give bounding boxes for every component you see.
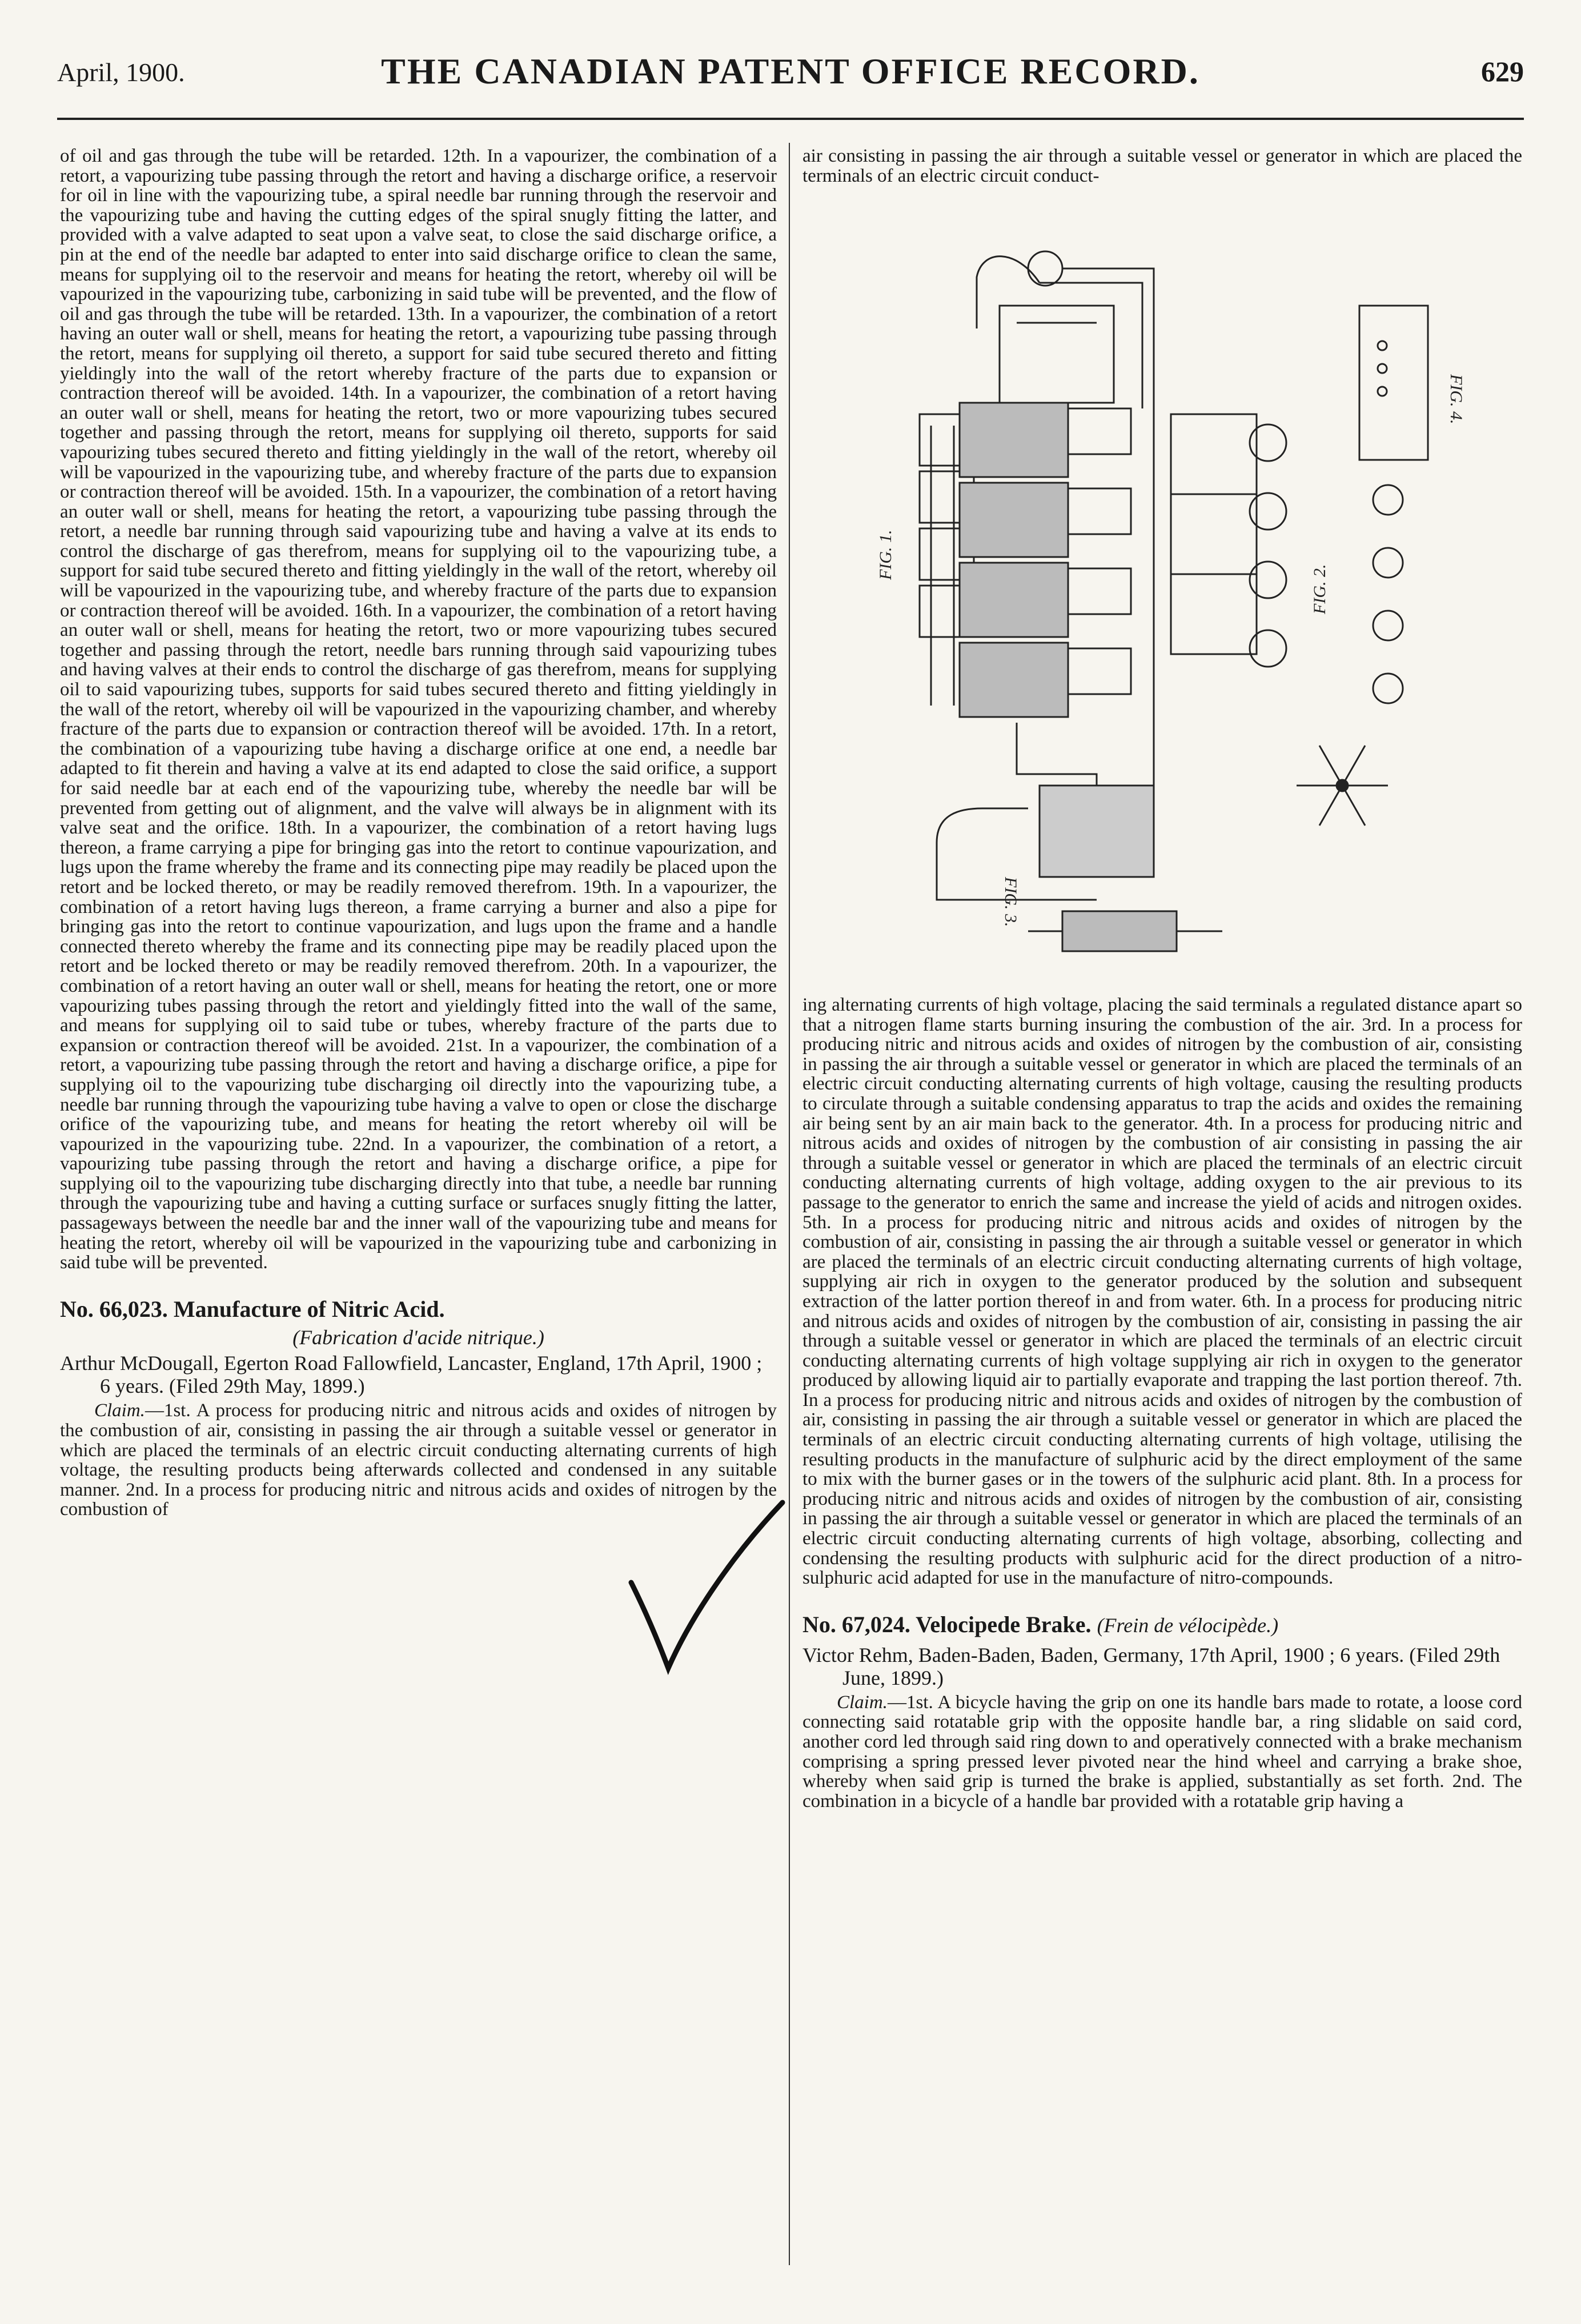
page-header: [57, 50, 1524, 96]
terminal-star: [1297, 746, 1388, 826]
condenser-stack: [920, 403, 1131, 717]
generator-housing: [1171, 414, 1257, 654]
patent-french-title: (Fabrication d'acide nitrique.): [292, 1325, 544, 1349]
fig2-label: FIG. 2.: [1310, 564, 1329, 614]
air-pipe: [977, 257, 1040, 328]
page-number: 629: [1481, 55, 1524, 87]
column-divider: [789, 143, 790, 2265]
electrical-box: [1359, 306, 1428, 460]
pump-icon: [1028, 251, 1062, 286]
fig3-label: FIG. 3.: [1001, 877, 1020, 927]
patent-applicant: Victor Rehm, Baden-Baden, Baden, Germany, 17th April, 1900 ; 6 years. (Filed 29th June, 1899.): [802, 1643, 1500, 1689]
patent-french-title: (Frein de vélocipède.): [1097, 1613, 1279, 1637]
claims-3-to-8: ing alternating currents of high voltage, placing the said terminals a regulated distance apart so that a nitrogen flame starts burning insuring the combustion of the air. 3rd. In a process for producing nitric and nitrous acids and oxides of nitrogen by the combustion of air, consisting in passing the air through a suitable vessel or generator in which are placed the terminals of an electric circuit conducting alternating currents of high voltage, causing the resulting products to circulate through a suitable condensing apparatus to trap the acids and oxides the remaining air being sent by an air main back to the generator. 4th. In a process for producing nitric and nitrous acids and oxides of nitrogen by the combustion of air consisting in passing the air through a suitable vessel or generator in which are placed the terminals of an electric circuit conducting alternating currents of high voltage, adding oxygen to the air previous to its passage to the generator to enrich the same and increase the yield of acids and nitrogen oxides. 5th. In a process for producing nitric and nitrous acids and oxides of nitrogen by the combustion of air, consisting in passing the air through a suitable vessel or generator in which are placed the terminals of an electric circuit conducting alternating currents of high voltage, supplying air rich in oxygen to the generator produced by the solution and subsequent extraction of the latter portion thereof in and from water. 6th. In a process for producing nitric and nitrous acids and oxides of nitrogen by the combustion of air, consisting in passing the air through a suitable vessel or generator in which are placed the terminals of an electric circuit conducting alternating currents of high voltage supplying air rich in oxygen to the generator produced by allowing liquid air to partially evaporate and trapping the last portion thereof. 7th. In a process for producing nitric and nitrous acids and oxides of nitrogen by the combustion of air, consisting in passing the air through a suitable vessel or generator in which are placed the terminals of an electric circuit conducting alternating currents of high voltage, utilising the resulting products in the manufacture of sulphuric acid by the direct employment of the same to mix with the burner gases or in the towers of the sulphuric acid plant. 8th. In a process for producing nitric and nitrous acids and oxides of nitrogen by the combustion of air, consisting in passing the air through a suitable vessel or generator in which are placed the terminals of an electric circuit conducting alternating currents of high voltage, absorbing, collecting and condensing the resulting products with sulphuric acid for the direct production of a nitro-sulphuric acid adapted for use in the manufacture of nitro-compounds.: [802, 995, 1522, 1589]
patent-67024: [802, 1611, 1522, 1812]
continued-claim-text: air consisting in passing the air through a suitable vessel or generator in which are placed the terminals of an electric circuit conduct-: [802, 146, 1522, 186]
left-column: [60, 146, 777, 1520]
collector-box: [1000, 306, 1114, 403]
publication-title: THE CANADIAN PATENT OFFICE RECORD.: [381, 51, 1200, 91]
claim-label: Claim.: [94, 1400, 145, 1421]
insulator-stack: [1373, 485, 1403, 703]
patent-heading: [60, 1296, 777, 1323]
patent-drawing: [868, 214, 1485, 980]
issue-date: April, 1900.: [57, 58, 185, 87]
claim-text: —1st. A process for producing nitric and nitrous acids and oxides of nitrogen by the combustion of air, consisting in passing the air through a suitable vessel or generator in which are placed the terminals of an electric circuit conducting alternating currents of high voltage, the resulting products being afterwards collected and condensed in any suitable manner. 2nd. In a process for producing nitric and nitrous acids and oxides of nitrogen by the combustion of: [60, 1400, 777, 1520]
patent-number: No. 66,023.: [60, 1296, 168, 1322]
patent-title: Velocipede Brake.: [916, 1611, 1092, 1637]
patent-number: No. 67,024.: [802, 1611, 910, 1637]
continued-claims-text: of oil and gas through the tube will be retarded. 12th. In a vapourizer, the combination of a retort, a vapourizing tube passing through the retort and having a discharge orifice, a reservoir for oil in line with the vapourizing tube, a spiral needle bar running through the reservoir and the vapourizing tube and having the cutting edges of the spiral snugly fitting the latter, and provided with a valve adapted to seat upon a valve seat, to close the said discharge orifice, a pin at the end of the needle bar adapted to enter into said discharge orifice to clean the same, means for supplying oil to the reservoir and means for heating the retort, whereby oil will be vapourized in the vapourizing tube, carbonizing in said tube will be prevented, and the flow of oil and gas through the tube will be retarded. 13th. In a vapourizer, the combination of a retort having an outer wall or shell, means for heating the retort, a vapourizing tube passing through the retort, means for supplying oil thereto, a support for said tube secured thereto and fitting yieldingly into the wall of the retort whereby fracture of the parts due to expansion or contraction thereof will be avoided. 14th. In a vapourizer, the combination of a retort having an outer wall or shell, means for heating the retort, two or more vapourizing tubes secured together and passing through the retort, means for supplying oil thereto, supports for said vapourizing tubes secured thereto and fitting yieldingly in the wall of the retort, whereby oil will be vapourized in the vapourizing tube, and whereby fracture of the parts due to expansion or contraction thereof will be avoided. 15th. In a vapourizer, the combination of a retort having an outer wall or shell, means for heating the retort, a vapourizing tube passing through the retort, a needle bar running through said vapourizing tube and having a valve at its ends to control the discharge of gas therefrom, means for supplying oil to the vapourizing tube, a support for said tube secured thereto and fitting yieldingly in the wall of the retort, whereby oil will be vapourized in the vapourizing tube, and whereby fracture of the parts due to expansion or contraction thereof will be avoided. 16th. In a vapourizer, the combination of a retort having an outer wall or shell, means for heating the retort, two or more vapourizing tubes secured together and passing through the retort, needle bars running through said vapourizing tubes and having valves at their ends to control the discharge of gas therefrom, means for supplying oil to said vapourizing tubes, supports for said tubes secured thereto and fitting yieldingly in the wall of the retort, whereby oil will be vapourized in the vapourizing chamber, and whereby fracture of the parts due to expansion or contraction thereof will be avoided. 17th. In a retort, the combination of a vapourizing tube having a discharge orifice at one end, a needle bar adapted to fit therein and having a valve at its end adapted to close the said orifice, a support for said needle bar at each end of the vapourizing tube, whereby the needle bar will be prevented from getting out of alignment, and the valve will always be in alignment with its valve seat and the orifice. 18th. In a vapourizer, the combination of a retort having lugs thereon, a frame carrying a pipe for bringing gas into the retort to continue vapourization, and lugs upon the frame whereby the frame and its connecting pipe may readily be placed upon the retort and be locked thereto, or may be readily removed therefrom. 19th. In a vapourizer, the combination of a retort having lugs thereon, a frame carrying a burner and also a pipe for bringing gas into the retort to continue vapourization, and lugs upon the frame and a handle connected thereto whereby the frame and its connecting pipe may be readily placed upon the retort and be locked thereto or may be readily removed therefrom. 20th. In a vapourizer, the combination of a retort having an outer wall or shell, means for heating the retort, one or more vapourizing tubes passing through the retort and yieldingly fitted into the wall of the same, and means for supplying oil to said tube or tubes, whereby fracture of the parts due to expansion or contraction thereof will be avoided. 21st. In a vapourizer, the combination of a retort, a vapourizing tube passing through the retort and having a discharge orifice, a pipe for supplying oil to the vapourizing tube discharging oil directly into the vapourizing tube, a needle bar running through the vapourizing tube having a valve to open or close the discharge orifice of the vapourizing tube, and means for heating the retort whereby oil will be vapourized in the vapourizing tube. 22nd. In a vapourizer, the combination of a retort, a vapourizing tube passing through the retort and having a discharge orifice, a pipe for supplying oil to the vapourizing tube discharging directly into that tube, a needle bar running through the vapourizing tube and having a cutting surface or surfaces snugly fitting the latter, passageways between the needle bar and the inner wall of the vapourizing tube and means for heating the retort, whereby oil will be vapourized in the vapourizing tube and carbonizing in said tube will be prevented.: [60, 146, 777, 1273]
patent-applicant: Arthur McDougall, Egerton Road Fallowfield, Lancaster, England, 17th April, 1900 ; 6 years. (Filed 29th May, 1899.): [60, 1352, 763, 1398]
patent-title: Manufacture of Nitric Acid.: [173, 1296, 445, 1322]
patent-claims: [802, 1693, 1522, 1812]
tube-fig4: [1062, 911, 1177, 951]
checkmark-annotation: [620, 1497, 785, 1680]
right-column-top: [802, 146, 1522, 186]
claim-text: —1st. A bicycle having the grip on one its handle bars made to rotate, a loose cord connecting said rotatable grip with the opposite handle bar, a ring slidable on said cord, another cord led through said ring down to and operatively connected with a brake mechanism comprising a spring pressed lever pivoted near the hind wheel and carrying a brake shoe, whereby when said grip is turned the brake is applied, substantially as set forth. 2nd. The combination in a bicycle of a handle bar provided with a rotatable grip having a: [802, 1692, 1522, 1812]
header-rule: [57, 118, 1524, 120]
right-column-main: [802, 995, 1522, 1811]
absorber-column: [1040, 786, 1154, 877]
patent-66023: [60, 1296, 777, 1520]
patent-heading: [802, 1611, 1522, 1639]
fig4-label: FIG. 4.: [1447, 374, 1466, 424]
fig1-label: FIG. 1.: [876, 530, 895, 580]
claim-label: Claim.: [837, 1692, 888, 1713]
